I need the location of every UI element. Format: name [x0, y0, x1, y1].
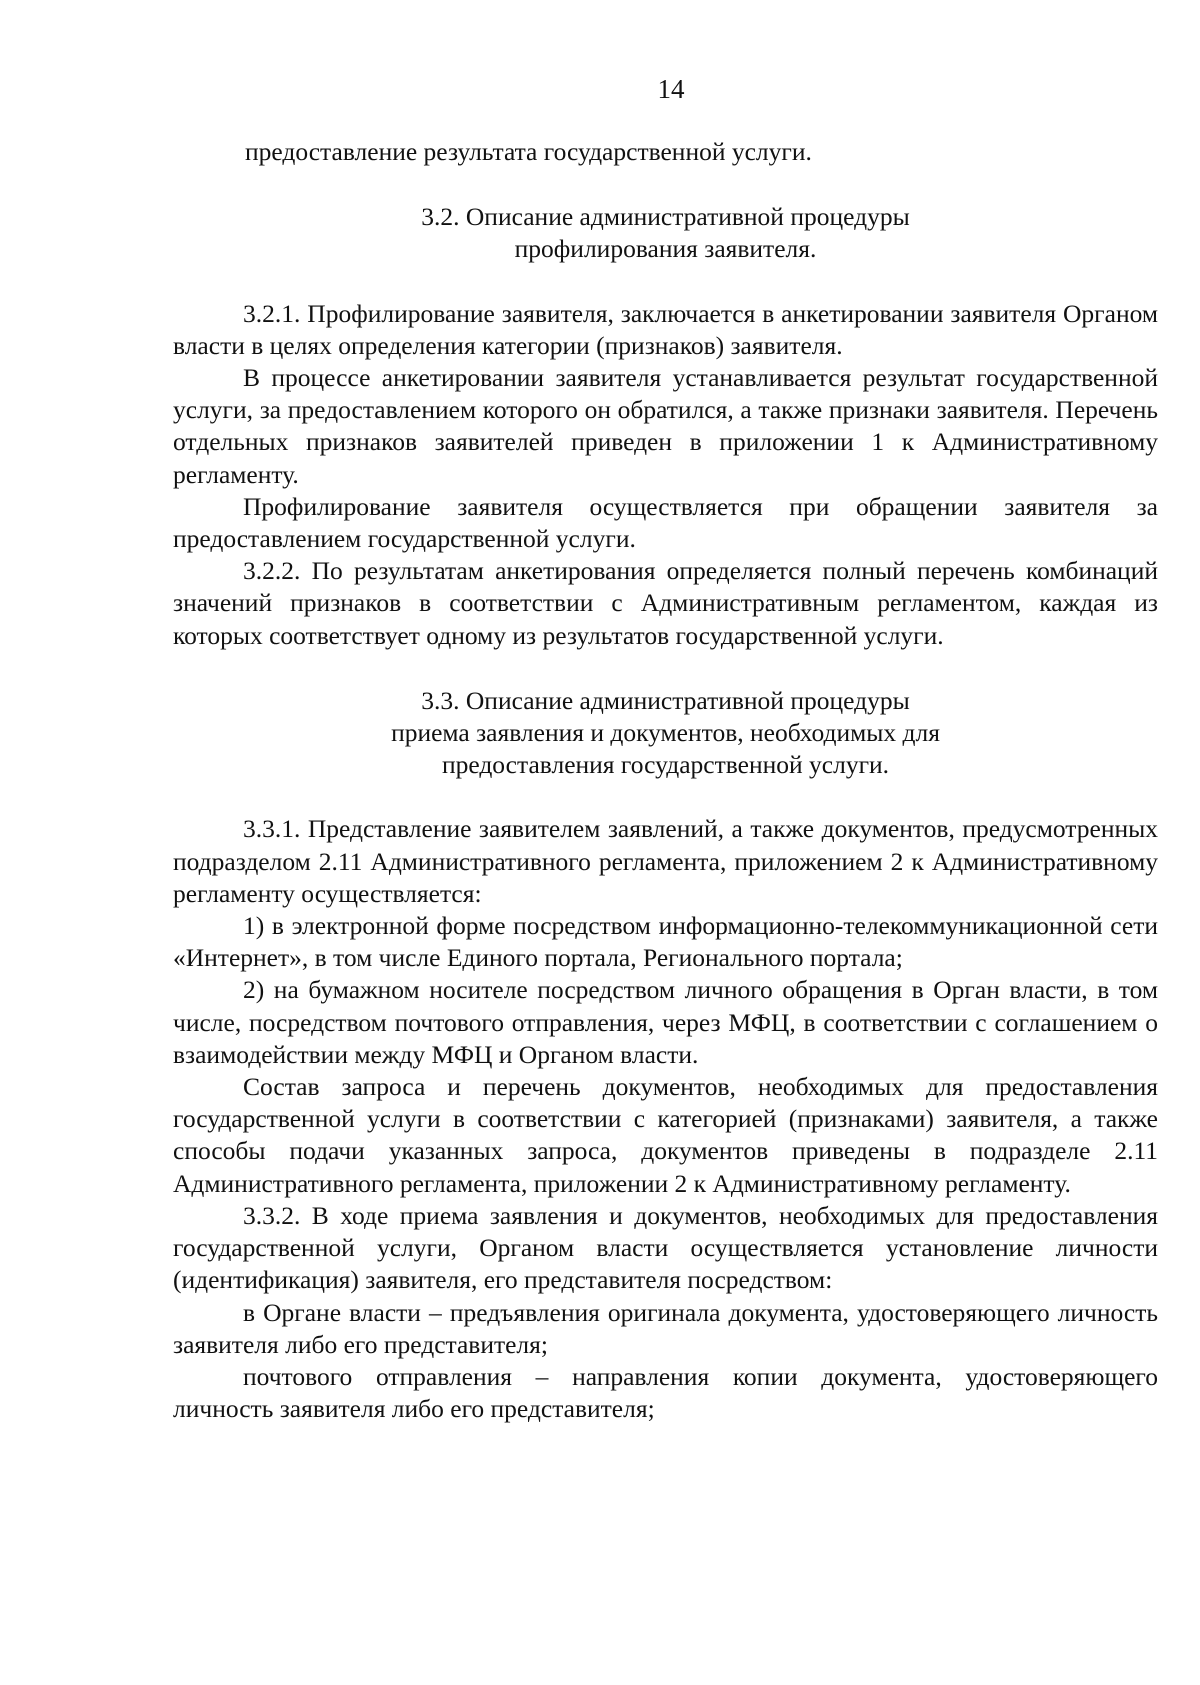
- paragraph: Состав запроса и перечень документов, необходимых для предоставления государственной услуги в соответствии с категорией (признаками) заявителя, а также способы подачи указанных запроса, документов приведены в подразделе 2.11 Административного регламента, приложении 2 к Административному регламенту.: [173, 1072, 1158, 1198]
- section-3-3-heading: [173, 685, 1158, 782]
- heading-line: предоставления государственной услуги.: [441, 750, 890, 780]
- list-item: 2) на бумажном носителе посредством личного обращения в Орган власти, в том числе, посредством почтового отправления, через МФЦ, в соответствии с соглашением о взаимодействии между МФЦ и Органом власти.: [173, 975, 1158, 1069]
- heading-line: профилирования заявителя.: [514, 234, 817, 264]
- paragraph: Профилирование заявителя осуществляется при обращении заявителя за предоставлением государственной услуги.: [173, 491, 1158, 554]
- paragraph: в Органе власти – предъявления оригинала документа, удостоверяющего личность заявителя либо его представителя;: [173, 1297, 1158, 1359]
- paragraph: почтового отправления – направления копии документа, удостоверяющего личность заявителя либо его представителя;: [173, 1361, 1158, 1424]
- heading-line: 3.3. Описание административной процедуры: [421, 685, 910, 715]
- paragraph-3-2-1: 3.2.1. Профилирование заявителя, заключается в анкетировании заявителя Органом власти в целях определения категории (признаков) заявителя.: [173, 298, 1158, 360]
- section-3-2-heading: [173, 201, 1158, 265]
- intro-line: предоставление результата государственной услуги.: [245, 137, 812, 166]
- paragraph-3-2-2: 3.2.2. По результатам анкетирования определяется полный перечень комбинаций значений признаков в соответствии с Административным регламентом, каждая из которых соответствует одному из результатов государственной услуги.: [173, 556, 1158, 650]
- heading-line: 3.2. Описание административной процедуры: [421, 202, 910, 232]
- paragraph-3-3-2: 3.3.2. В ходе приема заявления и документов, необходимых для предоставления государственной услуги, Органом власти осуществляется установление личности (идентификация) заявителя, его представителя посредством:: [173, 1200, 1158, 1295]
- paragraph: В процессе анкетировании заявителя устанавливается результат государственной услуги, за предоставлением которого он обратился, а также признаки заявителя. Перечень отдельных признаков заявителей приведен в приложении 1 к Административному регламенту.: [173, 363, 1158, 489]
- paragraph-3-3-1: 3.3.1. Представление заявителем заявлений, а также документов, предусмотренных подразделом 2.11 Административного регламента, приложением 2 к Административному регламенту осуществляется:: [173, 814, 1158, 908]
- page-number: 14: [657, 74, 685, 104]
- document-body: [173, 136, 1158, 1425]
- list-item: 1) в электронной форме посредством информационно-телекоммуникационной сети «Интернет», в том числе Единого портала, Регионального портала;: [173, 911, 1158, 973]
- heading-line: приема заявления и документов, необходимых для: [391, 718, 940, 748]
